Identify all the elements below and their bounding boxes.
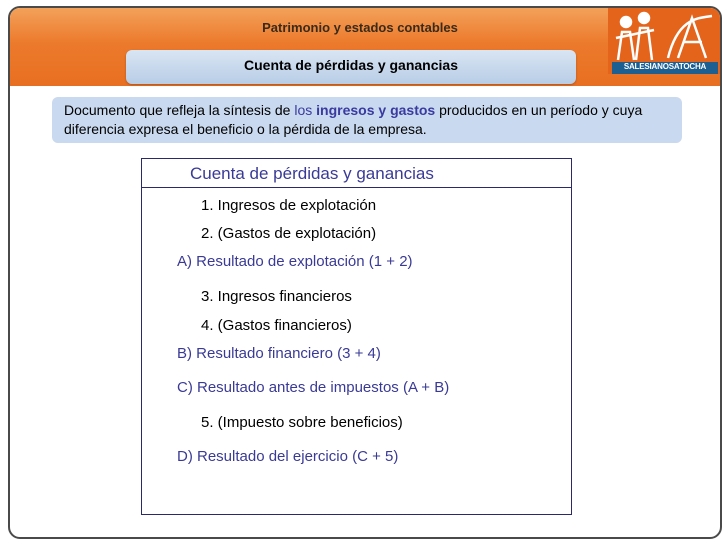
description-highlight: ingresos y gastos [316, 102, 436, 118]
statement-result-d: D) Resultado del ejercicio (C + 5) [177, 448, 399, 465]
statement-result-c: C) Resultado antes de impuestos (A + B) [177, 379, 450, 396]
statement-line-2: 2. (Gastos de explotación) [201, 225, 377, 242]
subtitle-tab: Cuenta de pérdidas y ganancias [126, 50, 576, 84]
statement-title: Cuenta de pérdidas y ganancias [142, 159, 571, 188]
slide-section-title: Patrimonio y estados contables [262, 20, 458, 35]
statement-result-a: A) Resultado de explotación (1 + 2) [177, 253, 413, 270]
statement-line-1: 1. Ingresos de explotación [201, 197, 377, 214]
statement-line-4: 4. (Gastos financieros) [201, 317, 352, 334]
slide-frame [8, 6, 722, 539]
logo-figures-icon [608, 8, 720, 64]
statement-line-5: 5. (Impuesto sobre beneficios) [201, 414, 403, 431]
salesianos-logo [608, 8, 720, 74]
description-box [52, 97, 682, 143]
description-text-3: producidos en un período y cuya diferencia expresa el beneficio o la pérdida de la empresa. [64, 102, 643, 137]
statement-result-b: B) Resultado financiero (3 + 4) [177, 345, 381, 362]
income-statement-table [141, 158, 572, 515]
description-text-1: Documento que refleja la síntesis de [64, 102, 295, 118]
description-text-2: los [294, 102, 317, 118]
statement-line-3: 3. Ingresos financieros [201, 288, 352, 305]
logo-wordmark: SALESIANOSATOCHA [612, 62, 718, 74]
